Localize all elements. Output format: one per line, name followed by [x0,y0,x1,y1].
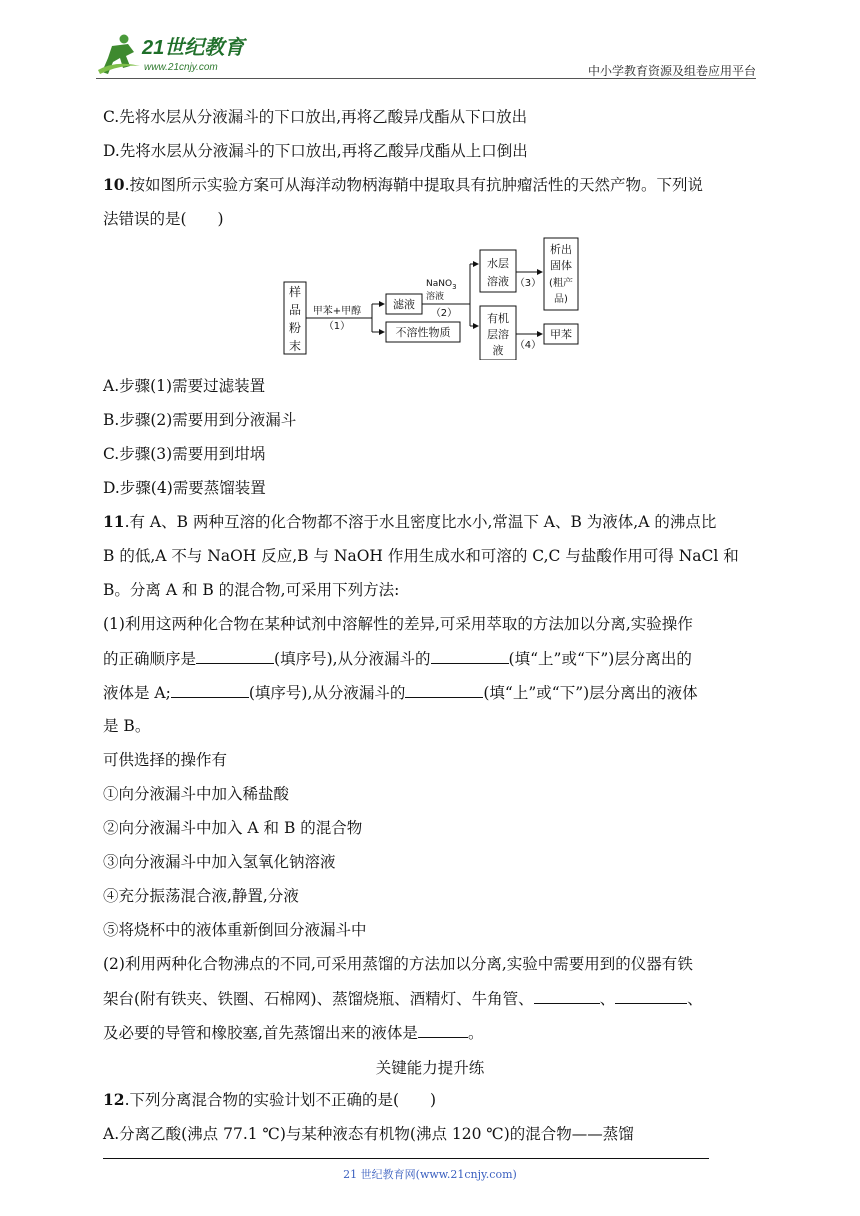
extraction-flow-diagram [280,236,580,360]
footer-divider [103,1158,709,1159]
q9-option-d: D.先将水层从分液漏斗的下口放出,再将乙酸异戊酯从上口倒出 [103,142,528,160]
step2-reagent: NaNO$_3$ [426,279,457,291]
q9-option-c: C.先将水层从分液漏斗的下口放出,再将乙酸异戊酯从下口放出 [103,108,528,126]
q10-option-d: D.步骤(4)需要蒸馏装置 [103,479,266,497]
sample-char-3: 粉 [288,321,302,335]
q11-stem: 11.有 A、B 两种互溶的化合物都不溶于水且密度比水小,常温下 A、B 为液体,A 的沸点比 [103,512,717,531]
aqueous-line-1: 水层 [487,257,509,270]
operation-3: ③向分液漏斗中加入氢氧化钠溶液 [103,853,336,871]
answer-blank[interactable] [418,1022,468,1038]
header-divider [96,78,756,79]
page-header [96,30,756,80]
answer-blank[interactable] [171,682,249,698]
answer-blank[interactable] [405,682,483,698]
q10-stem: 10.按如图所示实验方案可从海洋动物柄海鞘中提取具有抗肿瘤活性的天然产物。下列说 [103,175,704,194]
q12-option-a: A.分离乙酸(沸点 77.1 ℃)与某种液态有机物(沸点 120 ℃)的混合物——蒸馏 [103,1125,634,1143]
q10-stem-line2: 法错误的是( ) [103,210,224,228]
operation-1: ①向分液漏斗中加入稀盐酸 [103,785,290,803]
filtrate-label: 滤液 [393,298,415,311]
solid-line-1: 析出 [550,243,572,256]
step2-label: （2） [430,308,458,319]
answer-blank[interactable] [196,648,274,664]
q10-option-a: A.步骤(1)需要过滤装置 [103,377,266,395]
operation-2: ②向分液漏斗中加入 A 和 B 的混合物 [103,819,363,837]
q11-part2-line3: 及必要的导管和橡胶塞,首先蒸馏出来的液体是 。 [103,1024,484,1042]
q10-option-b: B.步骤(2)需要用到分液漏斗 [103,411,297,429]
q11-part2-line2: 架台(附有铁夹、铁圈、石棉网)、蒸馏烧瓶、酒精灯、牛角管、 、 、 [103,990,703,1008]
q11-stem-line2: B 的低,A 不与 NaOH 反应,B 与 NaOH 作用生成水和可溶的 C,C 与盐酸作用可得 NaCl 和 [103,547,739,565]
section-title: 关键能力提升练 [375,1059,485,1077]
sample-char-2: 品 [288,303,302,317]
sample-char-1: 样 [288,285,302,299]
platform-name: 中小学教育资源及组卷应用平台 [587,64,756,78]
q10-number: 10 [103,175,125,194]
q11-part1-line4: 是 B。 [103,717,151,735]
step3-label: （3） [514,278,542,289]
footer-link[interactable]: 21 世纪教育网(www.21cnjy.com) [343,1168,517,1181]
q11-part1-line2: 的正确顺序是 (填序号),从分液漏斗的 (填“上”或“下”)层分离出的 [103,650,692,668]
operations-title: 可供选择的操作有 [103,751,228,769]
q11-part1-line3: 液体是 A; (填序号),从分液漏斗的 (填“上”或“下”)层分离出的液体 [103,684,698,702]
q12-stem: 12.下列分离混合物的实验计划不正确的是( ) [103,1090,437,1109]
toluene-label: 甲苯 [550,328,572,341]
answer-blank[interactable] [431,648,509,664]
operation-5: ⑤将烧杯中的液体重新倒回分液漏斗中 [103,921,367,939]
step4-label: （4） [514,340,542,351]
q11-part2-line1: (2)利用两种化合物沸点的不同,可采用蒸馏的方法加以分离,实验中需要用到的仪器有铁 [103,955,693,973]
organic-line-2: 层溶 [487,328,509,341]
q10-option-c: C.步骤(3)需要用到坩埚 [103,445,266,463]
answer-blank[interactable] [534,988,600,1004]
step2-reagent-solution: 溶液 [426,292,445,302]
answer-blank[interactable] [615,988,687,1004]
logo-url: www.21cnjy.com [144,62,218,73]
solid-line-2: 固体 [550,259,572,272]
insoluble-label: 不溶性物质 [395,326,451,339]
step1-reagent: 甲苯+甲醇 [312,306,362,317]
solid-line-3: (粗产 [549,278,573,289]
q11-number: 11 [103,512,125,531]
organic-line-1: 有机 [487,312,509,325]
q11-part1-line1: (1)利用这两种化合物在某种试剂中溶解性的差异,可采用萃取的方法加以分离,实验操作 [103,615,693,633]
runner-icon [98,35,140,75]
step1-label: （1） [323,321,351,332]
solid-line-4: 品) [554,294,568,305]
q11-stem-line3: B。分离 A 和 B 的混合物,可采用下列方法: [103,581,400,599]
logo-text: 21世纪教育 [142,37,245,59]
q12-number: 12 [103,1090,125,1109]
organic-line-3: 液 [492,344,504,357]
aqueous-line-2: 溶液 [487,275,509,288]
sample-char-4: 末 [288,339,302,353]
operation-4: ④充分振荡混合液,静置,分液 [103,887,299,905]
site-logo [96,30,266,78]
